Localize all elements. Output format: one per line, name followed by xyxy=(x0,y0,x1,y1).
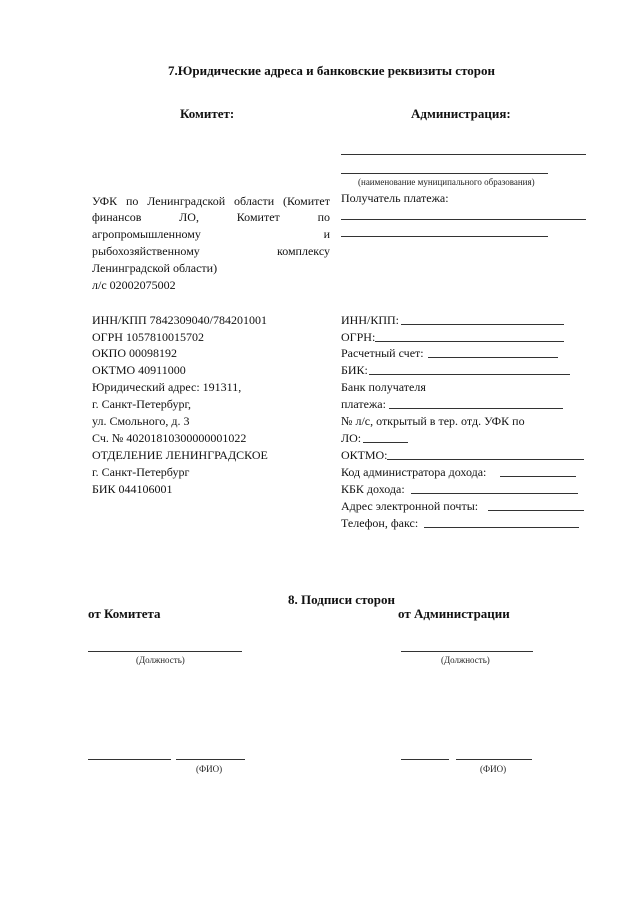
committee-inn-kpp: ИНН/КПП 7842309040/784201001 xyxy=(92,313,268,327)
admin-ogrn-field[interactable] xyxy=(375,341,564,342)
recipient-line: УФК по Ленинградской области (Комитет xyxy=(92,194,330,208)
committee-fio-caption: (ФИО) xyxy=(196,764,223,774)
committee-bank-name: ОТДЕЛЕНИЕ ЛЕНИНГРАДСКОЕ xyxy=(92,448,268,462)
admin-income-code-field[interactable] xyxy=(500,476,576,477)
committee-heading: Комитет: xyxy=(180,106,235,121)
committee-oktmo: ОКТМО 40911000 xyxy=(92,363,186,377)
section-8-title: 8. Подписи сторон xyxy=(288,592,396,607)
committee-address: Юридический адрес: 191311, xyxy=(92,380,242,394)
admin-bik-label: БИК: xyxy=(341,363,368,377)
admin-income-code-label: Код администратора дохода: xyxy=(341,465,487,479)
admin-phone-field[interactable] xyxy=(424,527,579,528)
admin-oktmo-label: ОКТМО: xyxy=(341,448,388,462)
admin-kbk-field[interactable] xyxy=(411,493,578,494)
committee-bank-account: Сч. № 40201810300000001022 xyxy=(92,431,247,445)
committee-position-field[interactable] xyxy=(88,651,242,652)
admin-signature-field[interactable] xyxy=(401,759,449,760)
admin-inn-kpp-field[interactable] xyxy=(401,324,564,325)
admin-bank-field[interactable] xyxy=(389,408,563,409)
committee-bank-city: г. Санкт-Петербург xyxy=(92,465,190,479)
admin-ogrn-label: ОГРН: xyxy=(341,330,376,344)
admin-position-caption: (Должность) xyxy=(441,655,490,665)
municipality-name-field-2[interactable] xyxy=(341,173,548,174)
admin-inn-kpp-label: ИНН/КПП: xyxy=(341,313,400,327)
committee-position-caption: (Должность) xyxy=(136,655,185,665)
recipient-line: финансов ЛО, Комитет по xyxy=(92,210,330,224)
admin-email-label: Адрес электронной почты: xyxy=(341,499,479,513)
committee-fio-field[interactable] xyxy=(176,759,245,760)
recipient-line: агропромышленному и xyxy=(92,227,330,241)
municipality-caption: (наименование муниципального образования) xyxy=(358,177,535,187)
admin-ufk-label-2: ЛО: xyxy=(341,431,362,445)
from-administration-heading: от Администрации xyxy=(398,606,510,621)
admin-bank-label: Банк получателя xyxy=(341,380,426,394)
committee-okpo: ОКПО 00098192 xyxy=(92,346,178,360)
admin-ufk-field[interactable] xyxy=(363,442,408,443)
admin-account-label: Расчетный счет: xyxy=(341,346,424,360)
committee-bik: БИК 044106001 xyxy=(92,482,173,496)
admin-kbk-label: КБК дохода: xyxy=(341,482,405,496)
admin-account-field[interactable] xyxy=(428,357,558,358)
committee-ogrn: ОГРН 1057810015702 xyxy=(92,330,204,344)
committee-city: г. Санкт-Петербург, xyxy=(92,397,192,411)
admin-position-field[interactable] xyxy=(401,651,533,652)
payee-field-1[interactable] xyxy=(341,219,586,220)
admin-email-field[interactable] xyxy=(488,510,584,511)
admin-phone-label: Телефон, факс: xyxy=(341,516,419,530)
section-7-title: 7.Юридические адреса и банковские реквизиты сторон xyxy=(168,63,495,78)
recipient-line: Ленинградской области) xyxy=(92,261,218,275)
committee-street: ул. Смольного, д. 3 xyxy=(92,414,190,428)
from-committee-heading: от Комитета xyxy=(88,606,161,621)
admin-ufk-label: № л/с, открытый в тер. отд. УФК по xyxy=(341,414,525,428)
admin-fio-field[interactable] xyxy=(456,759,532,760)
municipality-name-field[interactable] xyxy=(341,154,586,155)
admin-bik-field[interactable] xyxy=(369,374,570,375)
admin-fio-caption: (ФИО) xyxy=(480,764,507,774)
committee-signature-field[interactable] xyxy=(88,759,171,760)
committee-account-number: л/с 02002075002 xyxy=(92,278,176,292)
admin-bank-label-2: платежа: xyxy=(341,397,386,411)
payee-field-2[interactable] xyxy=(341,236,548,237)
administration-heading: Администрация: xyxy=(411,106,511,121)
admin-oktmo-field[interactable] xyxy=(387,459,584,460)
payee-label: Получатель платежа: xyxy=(341,191,449,205)
recipient-line: рыбохозяйственному комплексу xyxy=(92,244,330,258)
